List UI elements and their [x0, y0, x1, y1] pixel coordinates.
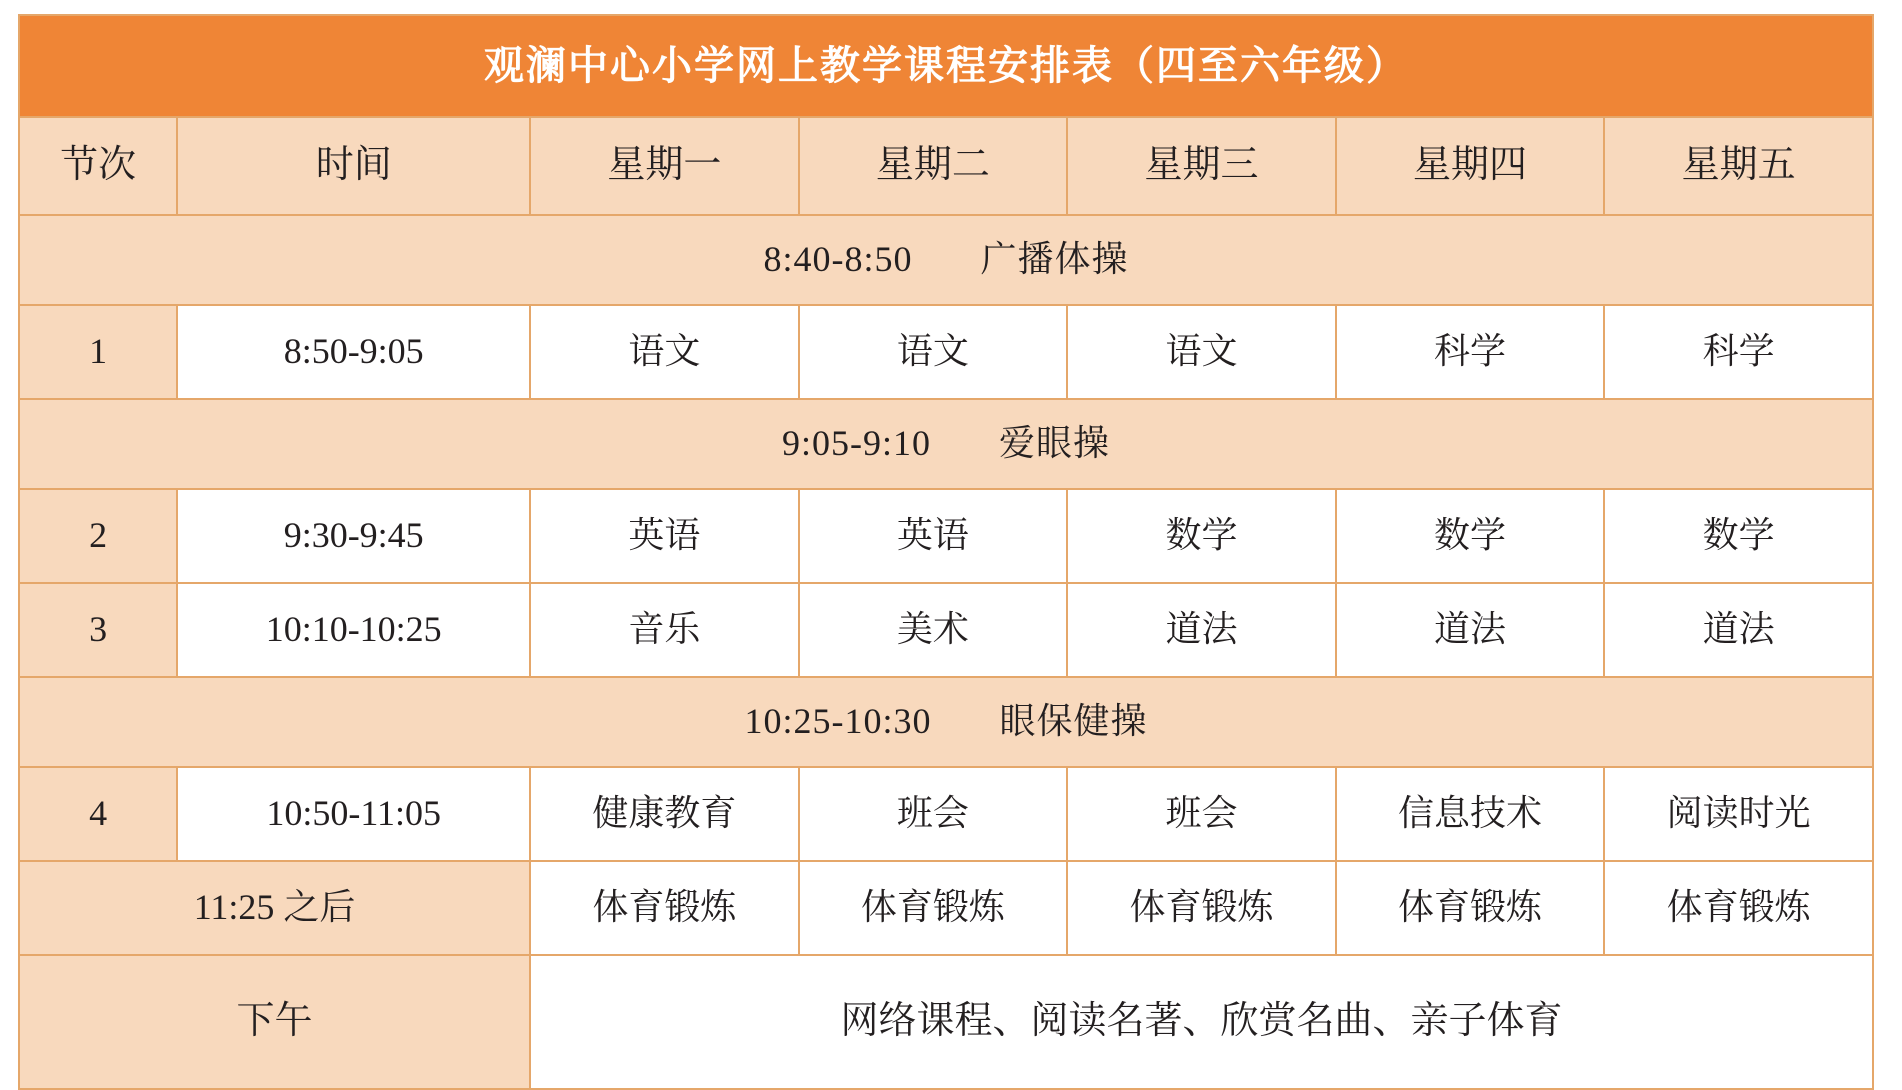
break-row-2 — [19, 399, 1873, 489]
course-cell: 数学 — [1336, 489, 1605, 583]
course-cell: 语文 — [1067, 305, 1336, 399]
table-row — [19, 583, 1873, 677]
break-time-1: 8:40-8:50 — [763, 239, 913, 280]
period-time: 10:10-10:25 — [177, 583, 530, 677]
column-header-tuesday: 星期二 — [799, 117, 1068, 215]
table-row — [19, 767, 1873, 861]
afternoon-row — [19, 955, 1873, 1089]
course-cell: 语文 — [799, 305, 1068, 399]
course-cell: 道法 — [1604, 583, 1873, 677]
break-cell-2 — [19, 399, 1873, 489]
afternoon-content: 网络课程、阅读名著、欣赏名曲、亲子体育 — [530, 955, 1873, 1089]
column-header-friday: 星期五 — [1604, 117, 1873, 215]
course-cell: 健康教育 — [530, 767, 799, 861]
course-cell: 阅读时光 — [1604, 767, 1873, 861]
course-cell: 体育锻炼 — [1336, 861, 1605, 955]
course-cell: 班会 — [799, 767, 1068, 861]
course-cell: 科学 — [1604, 305, 1873, 399]
period-time: 8:50-9:05 — [177, 305, 530, 399]
course-cell: 音乐 — [530, 583, 799, 677]
column-header-time: 时间 — [177, 117, 530, 215]
course-cell: 道法 — [1067, 583, 1336, 677]
schedule-table — [18, 14, 1874, 1090]
course-cell: 数学 — [1067, 489, 1336, 583]
course-cell: 英语 — [799, 489, 1068, 583]
table-row — [19, 305, 1873, 399]
column-header-monday: 星期一 — [530, 117, 799, 215]
break-row-1 — [19, 215, 1873, 305]
period-number: 3 — [19, 583, 177, 677]
course-cell: 英语 — [530, 489, 799, 583]
course-cell: 科学 — [1336, 305, 1605, 399]
break-cell-1 — [19, 215, 1873, 305]
after-school-row — [19, 861, 1873, 955]
period-time: 10:50-11:05 — [177, 767, 530, 861]
period-time: 9:30-9:45 — [177, 489, 530, 583]
course-cell: 体育锻炼 — [1604, 861, 1873, 955]
course-cell: 体育锻炼 — [530, 861, 799, 955]
break-time-2: 9:05-9:10 — [781, 423, 931, 464]
period-number: 2 — [19, 489, 177, 583]
course-cell: 班会 — [1067, 767, 1336, 861]
table-row — [19, 489, 1873, 583]
column-header-period: 节次 — [19, 117, 177, 215]
break-activity-2: 爱眼操 — [998, 423, 1110, 464]
period-number: 1 — [19, 305, 177, 399]
break-activity-1: 广播体操 — [980, 239, 1129, 280]
course-cell: 语文 — [530, 305, 799, 399]
course-cell: 体育锻炼 — [799, 861, 1068, 955]
column-header-wednesday: 星期三 — [1067, 117, 1336, 215]
after-school-label: 11:25 之后 — [19, 861, 530, 955]
break-row-3 — [19, 677, 1873, 767]
column-header-thursday: 星期四 — [1336, 117, 1605, 215]
table-title-row — [19, 15, 1873, 117]
period-number: 4 — [19, 767, 177, 861]
break-activity-3: 眼保健操 — [999, 701, 1148, 742]
break-time-3: 10:25-10:30 — [744, 701, 932, 742]
table-header-row — [19, 117, 1873, 215]
break-cell-3 — [19, 677, 1873, 767]
page-title: 观澜中心小学网上教学课程安排表（四至六年级） — [19, 15, 1873, 117]
course-cell: 体育锻炼 — [1067, 861, 1336, 955]
course-cell: 信息技术 — [1336, 767, 1605, 861]
afternoon-label: 下午 — [19, 955, 530, 1089]
course-cell: 道法 — [1336, 583, 1605, 677]
course-cell: 数学 — [1604, 489, 1873, 583]
course-cell: 美术 — [799, 583, 1068, 677]
